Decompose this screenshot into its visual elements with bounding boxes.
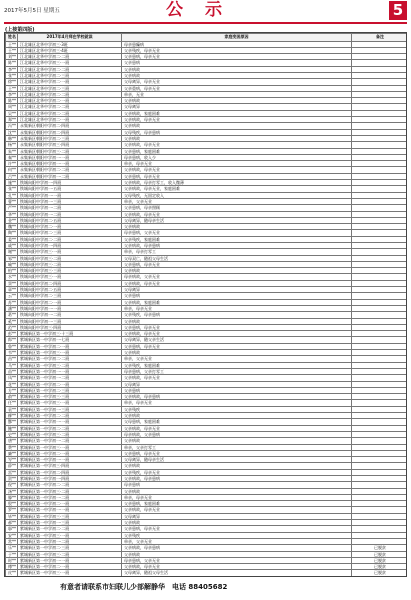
cell-name: 罗**: [6, 507, 18, 513]
cell-reason: 父亲残疾: [122, 532, 352, 538]
cell-name: 皮**: [6, 570, 18, 576]
cell-reason: 单亲，母亲无业: [122, 305, 352, 311]
cell-school: 紫城新区第一中学初二·一班: [18, 564, 122, 570]
cell-school: 紫城新区第一中学初三·一班: [18, 350, 122, 356]
cell-reason: 父亲病故: [122, 413, 352, 419]
cell-name: 郎**: [6, 337, 18, 343]
cell-name: 王**: [6, 85, 18, 91]
cell-name: 云**: [6, 293, 18, 299]
cell-school: 紫城新区第一中学初三·一班: [18, 444, 122, 450]
cell-name: 柳**: [6, 413, 18, 419]
cell-name: 滕**: [6, 494, 18, 500]
cell-school: 紫城新区第一中学初三·三班: [18, 513, 122, 519]
cell-school: 紫城新区第一中学初一·二班: [18, 494, 122, 500]
cell-name: 孔**: [6, 192, 18, 198]
cell-name: 韦**: [6, 350, 18, 356]
cell-reason: 父亲病故，母亲无业: [122, 167, 352, 173]
cell-name: 魏**: [6, 224, 18, 230]
cell-school: 江北雄区北华中学初二·一班: [18, 98, 122, 104]
cell-reason: 母亲病故，父亲无业: [122, 274, 352, 280]
cell-school: 铁城向阳中学初一·一班: [18, 192, 122, 198]
cell-school: 永集新区朝阳中学初二·三班: [18, 135, 122, 141]
cell-reason: 父亲残疾，母亲无业: [122, 469, 352, 475]
cell-reason: 父亲病故: [122, 123, 352, 129]
cell-school: 铁城向阳中学初一·五班: [18, 186, 122, 192]
cell-school: 永集新区朝阳中学初一·一班: [18, 154, 122, 160]
cell-name: 窦**: [6, 280, 18, 286]
cell-name: 金**: [6, 217, 18, 223]
cell-reason: 父母离异: [122, 513, 352, 519]
cell-school: 紫城新区第一中学初二·三班: [18, 545, 122, 551]
cell-name: 韩**: [6, 135, 18, 141]
cell-school: 江北雄区北华中学初二·一班: [18, 79, 122, 85]
cell-name: 姜**: [6, 236, 18, 242]
cell-reason: 父母离异，母亲无业: [122, 79, 352, 85]
cell-name: 华**: [6, 211, 18, 217]
cell-name: 秦**: [6, 154, 18, 160]
cell-reason: 母亲患病，父亲打零工: [122, 368, 352, 374]
cell-school: 铁城向阳中学初二·五班: [18, 287, 122, 293]
cell-reason: 父亲残疾，家庭困难: [122, 362, 352, 368]
cell-reason: 父亲病故，母亲患病: [122, 394, 352, 400]
cell-reason: 父亲病故，母亲患病: [122, 545, 352, 551]
cell-name: 乐**: [6, 545, 18, 551]
cell-name: 曹**: [6, 198, 18, 204]
cell-reason: 父亲患病: [122, 293, 352, 299]
column-header-remark: 备注: [352, 34, 408, 42]
cell-school: 紫城新区第一中学初一·一班: [18, 368, 122, 374]
cell-name: 徐**: [6, 79, 18, 85]
cell-name: 凤**: [6, 375, 18, 381]
cell-school: 紫城新区第一中学初一·七班: [18, 337, 122, 343]
cell-name: 谢**: [6, 249, 18, 255]
cell-reason: 父母残疾，无固定收入: [122, 192, 352, 198]
cell-school: 紫城新区第一中学初二·二班: [18, 413, 122, 419]
column-header-name: 姓名: [6, 34, 18, 42]
column-header-reason: 家庭变困原因: [122, 34, 352, 42]
table-row: [6, 576, 408, 577]
cell-school: 铁城向阳中学初二·一班: [18, 224, 122, 230]
cell-reason: 母亲病故，父亲患病: [122, 431, 352, 437]
cell-school: 江北雄区北华中学初二·三班: [18, 85, 122, 91]
notice-table: [5, 33, 407, 577]
cell-school: 江北雄区北华中学初二·二班: [18, 110, 122, 116]
cell-school: 铁城向阳中学初一·一班: [18, 305, 122, 311]
page-number-badge: 5: [389, 1, 407, 20]
cell-school: 铁城向阳中学初二·二班: [18, 236, 122, 242]
cell-school: 紫城新区第一中学初二·二班: [18, 482, 122, 488]
cell-school: 铁城向阳中学初三·三班: [18, 268, 122, 274]
cell-reason: 父母患病，家庭困难: [122, 419, 352, 425]
cell-name: 殷**: [6, 501, 18, 507]
cell-reason: 单亲，母亲无业: [122, 494, 352, 500]
cell-school: 江北雄区北华中学初二·二班: [18, 66, 122, 72]
cell-school: 永集新区朝阳中学初一·二班: [18, 173, 122, 179]
cell-reason: 父母双亡，随祖父母生活: [122, 255, 352, 261]
cell-school: 紫城新区第一中学初二·二班: [18, 356, 122, 362]
cell-name: 李**: [6, 66, 18, 72]
cell-name: 岑**: [6, 457, 18, 463]
cell-school: 紫城新区第一中学初二·一班: [18, 501, 122, 507]
cell-reason: 父亲病故: [122, 98, 352, 104]
cell-reason: 单亲，母亲打零工: [122, 249, 352, 255]
cell-name: 安**: [6, 532, 18, 538]
cell-school: 江北雄区北华中学初二·二班: [18, 104, 122, 110]
cell-reason: 父亲患病: [122, 60, 352, 66]
cell-school: 紫城新区第一中学初二·二班: [18, 425, 122, 431]
cell-remark: 已脱贫: [352, 545, 408, 551]
cell-reason: 单亲，无业: [122, 91, 352, 97]
cell-school: 铁城向阳中学初一·四班: [18, 180, 122, 186]
cell-school: 铁城向阳中学初三·二班: [18, 255, 122, 261]
cell-reason: 父母离异: [122, 381, 352, 387]
cell-name: 郑**: [6, 117, 18, 123]
cell-name: 潘**: [6, 305, 18, 311]
cell-reason: 父亲病故: [122, 350, 352, 356]
cell-name: 范**: [6, 324, 18, 330]
cell-reason: 父母离异，随父亲生活: [122, 337, 352, 343]
cell-school: 紫城新区第一中学初二·二班: [18, 526, 122, 532]
cell-reason: 母亲患病，父亲无业: [122, 230, 352, 236]
cell-school: 紫城新区第一中学初三·二班: [18, 362, 122, 368]
cell-reason: 单亲，父亲无业: [122, 198, 352, 204]
cell-name: 喻**: [6, 261, 18, 267]
cell-reason: 父母离异，随母亲生活: [122, 457, 352, 463]
cell-reason: 单亲，父亲无业: [122, 538, 352, 544]
cell-school: 紫城新区第一中学初三·一班: [18, 570, 122, 576]
cell-reason: 父亲患病，家庭困难: [122, 501, 352, 507]
cell-school: 紫城新区第一中学初三·一班: [18, 532, 122, 538]
cell-school: 江北雄区北华中学初二·三班: [18, 72, 122, 78]
cell-name: 贺**: [6, 475, 18, 481]
cell-remark: 已脱贫: [352, 564, 408, 570]
cell-reason: 父亲病故: [122, 318, 352, 324]
cell-school: 铁城向阳中学初二·四班: [18, 280, 122, 286]
cell-name: 严**: [6, 205, 18, 211]
cell-reason: 父亲病故，母亲患病: [122, 243, 352, 249]
cell-school: 铁城向阳中学初一·二班: [18, 205, 122, 211]
cell-name: 施**: [6, 180, 18, 186]
cell-reason: 父亲病故，母亲无业: [122, 564, 352, 570]
cell-name: 花**: [6, 381, 18, 387]
cell-reason: 父亲病故: [122, 438, 352, 444]
cell-school: 紫城新区第一中学初一·四班: [18, 475, 122, 481]
cell-reason: 父亲病故，家庭困难: [122, 110, 352, 116]
cell-name: 汤**: [6, 488, 18, 494]
cell-name: 毕**: [6, 513, 18, 519]
cell-name: 苗**: [6, 368, 18, 374]
cell-reason: 父亲残疾，母亲无业: [122, 47, 352, 53]
cell-school: 铁城向阳中学初二·三班: [18, 293, 122, 299]
cell-reason: 父母离异: [122, 104, 352, 110]
cell-reason: 父亲病故: [122, 268, 352, 274]
cell-name: 于**: [6, 551, 18, 557]
cell-school: 紫城新区第一中学初三·三班: [18, 394, 122, 400]
cell-name: 倪**: [6, 482, 18, 488]
cell-name: 刘**: [6, 54, 18, 60]
cell-school: 紫城新区第一中学初二·四班: [18, 469, 122, 475]
cell-name: 王**: [6, 47, 18, 53]
cell-school: 永集新区朝阳中学初二·二班: [18, 167, 122, 173]
cell-school: 紫城新区第一中学初一·一班: [18, 419, 122, 425]
cell-name: 戚**: [6, 243, 18, 249]
cell-name: 酆**: [6, 419, 18, 425]
cell-name: 柏**: [6, 268, 18, 274]
table-body: [6, 41, 408, 577]
header-rule: [4, 22, 407, 24]
cell-school: 紫城新区第一中学初一·二班: [18, 375, 122, 381]
cell-school: 江北雄区北华中学初三·一班: [18, 60, 122, 66]
cell-school: 紫城新区第一中学初三·一班: [18, 400, 122, 406]
cell-school: 永集新区朝阳中学初二·四班: [18, 123, 122, 129]
cell-reason: 父亲残疾，母亲患病: [122, 312, 352, 318]
cell-name: 鲁**: [6, 343, 18, 349]
cell-reason: [122, 576, 352, 577]
cell-name: 雷**: [6, 469, 18, 475]
cell-name: 吴**: [6, 110, 18, 116]
cell-name: 彭**: [6, 331, 18, 337]
cell-name: 邹**: [6, 255, 18, 261]
cell-name: 昌**: [6, 356, 18, 362]
cell-school: 紫城新区第一中学初三·二班: [18, 431, 122, 437]
cell-school: 铁城向阳中学初一·三班: [18, 318, 122, 324]
cell-reason: 父亲患病: [122, 387, 352, 393]
cell-name: 苏**: [6, 299, 18, 305]
continuation-label: (上接第四版): [5, 27, 35, 33]
cell-reason: 母亲患病，父亲无业: [122, 557, 352, 563]
cell-school: 江北雄区北华中学初二·一班: [18, 117, 122, 123]
cell-reason: 父亲病故，母亲打零工，收入微薄: [122, 180, 352, 186]
cell-reason: 父亲重病，母亲无业: [122, 85, 352, 91]
cell-school: 紫城新区第一中学初二·一班: [18, 450, 122, 456]
cell-school: 铁城向阳中学初一·二班: [18, 312, 122, 318]
cell-reason: 父亲残疾，家庭困难: [122, 236, 352, 242]
cell-school: 紫城新区第一中学初一·二班: [18, 538, 122, 544]
cell-name: 傅**: [6, 564, 18, 570]
cell-name: [6, 576, 18, 577]
cell-school: 永集新区朝阳中学初二·四班: [18, 129, 122, 135]
cell-reason: 单亲，父亲无业: [122, 356, 352, 362]
cell-school: 江北雄区北华中学初二·二班: [18, 54, 122, 60]
cell-reason: 父亲患病，母亲无业: [122, 261, 352, 267]
cell-school: 紫城新区第一中学初一·一班: [18, 507, 122, 513]
cell-school: 江北雄区北华中学初二·二班: [18, 91, 122, 97]
cell-reason: 父亲病故，母亲无业: [122, 331, 352, 337]
cell-school: 永集新区朝阳中学初三·二班: [18, 148, 122, 154]
cell-name: 马**: [6, 362, 18, 368]
cell-remark: 已脱贫: [352, 557, 408, 563]
cell-school: 永集新区朝阳中学初一·一班: [18, 161, 122, 167]
cell-school: 江北雄区北华中学初三·4班: [18, 47, 122, 53]
cell-school: 紫城新区第一中学初二·一班: [18, 381, 122, 387]
cell-reason: 单亲，母亲无业: [122, 400, 352, 406]
masthead: [0, 0, 411, 22]
cell-name: 李**: [6, 91, 18, 97]
cell-reason: 母亲患病，收入少: [122, 154, 352, 160]
cell-name: 周**: [6, 104, 18, 110]
cell-school: 铁城向阳中学初一·三班: [18, 198, 122, 204]
cell-reason: 父亲病故: [122, 135, 352, 141]
cell-reason: 父亲患病，家庭困难: [122, 148, 352, 154]
cell-name: 陈**: [6, 98, 18, 104]
cell-school: 紫城新区第一中学初二·三班: [18, 387, 122, 393]
cell-reason: 父亲病故，母亲无业: [122, 117, 352, 123]
cell-name: 时**: [6, 557, 18, 563]
cell-name: 沈**: [6, 129, 18, 135]
cell-reason: 父亲病故，母亲无业: [122, 142, 352, 148]
cell-name: 葛**: [6, 312, 18, 318]
cell-reason: 父亲病故，母亲无业: [122, 375, 352, 381]
table-header-row: [6, 34, 408, 42]
column-header-school: 2017年4月拜在学校就读: [18, 34, 122, 42]
cell-school: 铁城向阳中学初三·四班: [18, 324, 122, 330]
cell-name: 袁**: [6, 406, 18, 412]
cell-name: 朱**: [6, 148, 18, 154]
cell-name: 费**: [6, 444, 18, 450]
cell-reason: 父亲患病，母亲无业: [122, 450, 352, 456]
cell-name: 冯**: [6, 123, 18, 129]
cell-reason: 父母残疾，母亲患病: [122, 129, 352, 135]
notice-table-container: [4, 32, 407, 577]
cell-school: 紫城新区第一中学初三·二班: [18, 488, 122, 494]
cell-reason: 父亲病故，母亲无业: [122, 211, 352, 217]
cell-reason: 父亲病故: [122, 224, 352, 230]
cell-name: 张**: [6, 186, 18, 192]
cell-reason: 父亲病故: [122, 66, 352, 72]
cell-school: 铁城向阳中学初三·二班: [18, 261, 122, 267]
cell-name: 邬**: [6, 526, 18, 532]
cell-school: 紫城新区第一中学初一·一班: [18, 557, 122, 563]
cell-name: 王**: [6, 41, 18, 47]
cell-remark: [352, 576, 408, 577]
cell-school: 紫城新区第一中学初三·十三班: [18, 331, 122, 337]
cell-name: 鲍**: [6, 425, 18, 431]
cell-school: 紫城新区第一中学初二·一班: [18, 343, 122, 349]
cell-remark: 已脱贫: [352, 570, 408, 576]
cell-school: 铁城向阳中学初一·四班: [18, 243, 122, 249]
cell-school: [18, 576, 122, 577]
cell-name: 水**: [6, 274, 18, 280]
cell-name: 吕**: [6, 173, 18, 179]
cell-reason: 父亲病故: [122, 463, 352, 469]
cell-school: 江北雄区北华中学初三·3班: [18, 41, 122, 47]
cell-name: 俞**: [6, 394, 18, 400]
cell-reason: 父亲患病，母亲无业: [122, 173, 352, 179]
cell-name: 奚**: [6, 318, 18, 324]
cell-name: 陶**: [6, 230, 18, 236]
cell-name: 郝**: [6, 520, 18, 526]
cell-reason: 父亲病故: [122, 488, 352, 494]
cell-school: 紫城新区第一中学初一·三班: [18, 520, 122, 526]
cell-school: 铁城向阳中学初二·一班: [18, 299, 122, 305]
cell-school: 铁城向阳中学初三·一班: [18, 249, 122, 255]
cell-name: 常**: [6, 538, 18, 544]
cell-name: 陈**: [6, 60, 18, 66]
cell-school: 铁城向阳中学初二·五班: [18, 217, 122, 223]
cell-reason: 母亲患病: [122, 482, 352, 488]
issue-date: 2017年5月5日 星期五: [4, 8, 60, 14]
cell-reason: 父亲病故: [122, 72, 352, 78]
cell-reason: 父亲病故，母亲无业: [122, 507, 352, 513]
cell-reason: 父亲病故: [122, 551, 352, 557]
cell-reason: 父亲病故，母亲患病: [122, 475, 352, 481]
cell-reason: 父亲患病，母亲无业: [122, 526, 352, 532]
cell-reason: 父亲病故，母亲无业: [122, 280, 352, 286]
cell-school: 铁城向阳中学初三·一班: [18, 274, 122, 280]
cell-name: 杨**: [6, 142, 18, 148]
cell-school: 紫城新区第一中学初一·二班: [18, 438, 122, 444]
page-title: 公示: [166, 0, 244, 20]
cell-school: 永集新区朝阳中学初三·四班: [18, 142, 122, 148]
cell-reason: 父亲残疾: [122, 406, 352, 412]
cell-school: 紫城新区第一中学初一·三班: [18, 406, 122, 412]
cell-reason: 父亲患病，母亲照顾: [122, 205, 352, 211]
cell-school: 紫城新区第一中学初一·一班: [18, 457, 122, 463]
cell-name: 薛**: [6, 463, 18, 469]
cell-reason: 父亲病故，母亲无业，家庭困难: [122, 186, 352, 192]
cell-school: 铁城向阳中学初一·二班: [18, 211, 122, 217]
cell-school: 紫城新区第一中学初三·二班: [18, 551, 122, 557]
cell-reason: 父母离异，随母亲生活: [122, 217, 352, 223]
cell-remark: 已脱贫: [352, 551, 408, 557]
cell-name: 史**: [6, 431, 18, 437]
cell-reason: 父母离异，随祖父母生活: [122, 570, 352, 576]
cell-name: 章**: [6, 287, 18, 293]
cell-reason: 母亲患癫病: [122, 41, 352, 47]
cell-name: 廉**: [6, 450, 18, 456]
cell-reason: 父亲病故: [122, 520, 352, 526]
cell-reason: 父亲病故，家庭困难: [122, 299, 352, 305]
cell-reason: 父亲患病，母亲无业: [122, 343, 352, 349]
cell-reason: 父母离异: [122, 287, 352, 293]
cell-name: 任**: [6, 400, 18, 406]
cell-name: 张**: [6, 72, 18, 78]
cell-name: 许**: [6, 161, 18, 167]
cell-reason: 父亲患病，母亲无业: [122, 324, 352, 330]
cell-reason: 单亲，母亲无业: [122, 161, 352, 167]
cell-name: 唐**: [6, 438, 18, 444]
cell-reason: 父亲病故，母亲无业: [122, 425, 352, 431]
cell-school: 铁城向阳中学初二·三班: [18, 230, 122, 236]
cell-name: 何**: [6, 167, 18, 173]
cell-reason: 父亲患病，母亲无业: [122, 54, 352, 60]
cell-name: 方**: [6, 387, 18, 393]
contact-footer: 有意者请联系市妇联儿少部解静华 电话 88405682: [60, 583, 228, 591]
cell-school: 紫城新区第一中学初三·四班: [18, 463, 122, 469]
cell-reason: 单亲，父亲打零工: [122, 444, 352, 450]
